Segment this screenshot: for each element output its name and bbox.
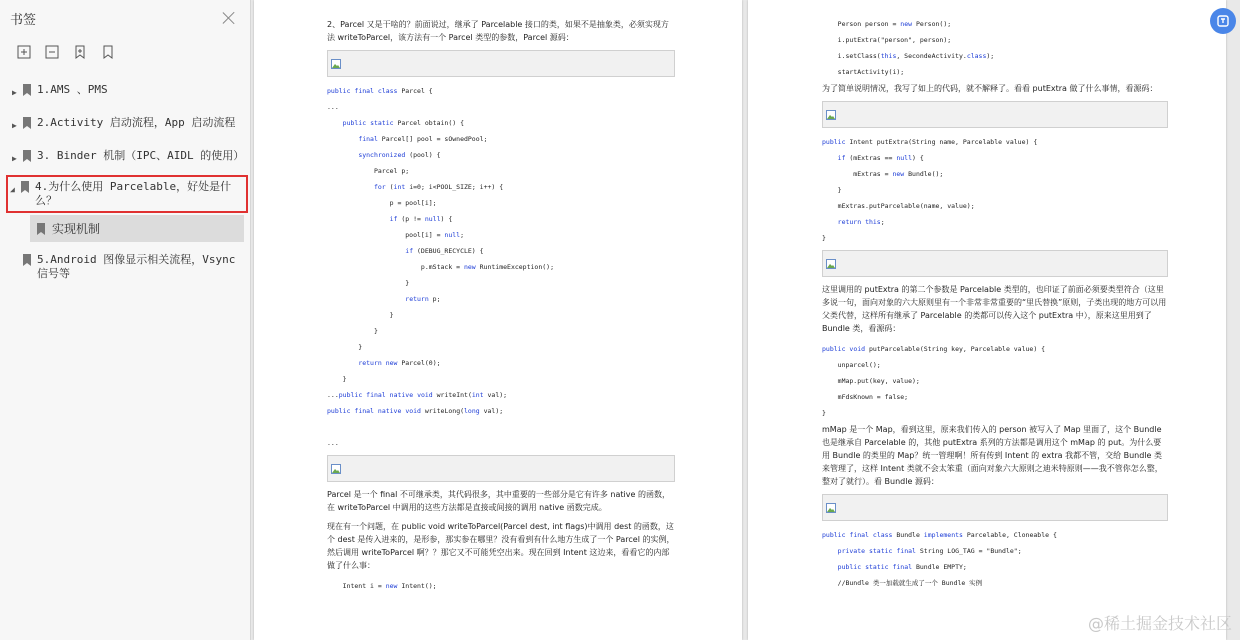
- code-line: return p;: [405, 295, 441, 303]
- document-page-right: [748, 0, 1226, 640]
- code-line: unparcel();: [822, 361, 881, 369]
- code-line: Parcel p;: [327, 167, 410, 175]
- code-line: }: [822, 186, 842, 194]
- code-line: return new Parcel(0);: [358, 359, 441, 367]
- code-line: p = pool[i];: [327, 199, 437, 207]
- image-placeholder: [822, 250, 1168, 277]
- code-block: [822, 16, 1168, 80]
- code-line: if (DEBUG_RECYCLE) {: [405, 247, 484, 255]
- code-line: if (p != null) {: [389, 215, 453, 223]
- paragraph: mMap 是一个 Map，看到这里，原来我们传入的 person 被写入了 Map 里面了，这个 Bundle 也是继承自 Parcelable 的，其他 putExtra 系列的方法都是调用这个 mMap 的 put。为什么要用 Bundle 的类里的 Map？统一管理啊！所有传到 Intent 的 extra 我都不管，交给 Bundle 类来管理了，这样 Intent 类就不会太笨重（面向对象六大原则之迪米特原则——我不管你怎么整，整对了就行）。看 Bundle 源码：: [822, 425, 1163, 486]
- bookmark-label: 3. Binder 机制（IPC、AIDL 的使用）: [37, 149, 245, 162]
- image-placeholder: [822, 494, 1168, 521]
- paragraph: Parcel 是一个 final 不可继承类，其代码很多，其中重要的一些部分是它有许多 native 的函数，在 writeToParcel 中调用的这些方法都是直接或间接的调用 native 函数完成。: [327, 490, 670, 512]
- code-line: Intent i = new Intent();: [327, 582, 437, 590]
- code-line: //Bundle 类一加载就生成了一个 Bundle 实例: [822, 579, 983, 587]
- paragraph: 现在有一个问题，在 public void writeToParcel(Parcel dest, int flags)中调用 dest 的函数，这个 dest 是传入进来的，是形参，那实参在哪里？没有看到有什么地方生成了一个 Parcel 的实例，然后调用 writeToParcel 啊？？那它又不可能凭空出来。现在回到 Intent 这边来，看看它的内部做了什么事：: [327, 522, 675, 570]
- code-block: [327, 83, 675, 451]
- paragraph: 2、Parcel 又是干啥的？前面说过，继承了 Parcelable 接口的类，如果不是抽象类，必须实现方法 writeToParcel，该方法有一个 Parcel 类型的参数，Parcel 源码：: [327, 20, 669, 42]
- code-line: if (mExtras == null) {: [837, 154, 924, 162]
- chevron-right-icon[interactable]: ▶: [12, 88, 17, 97]
- add-bookmark-icon[interactable]: [72, 44, 88, 60]
- code-line: return this;: [837, 218, 885, 226]
- bookmark-child-item[interactable]: [30, 215, 244, 242]
- bookmark-icon: [36, 223, 46, 235]
- chevron-down-icon[interactable]: ◢: [10, 185, 15, 194]
- code-line: }: [327, 343, 363, 351]
- bookmark-icon: [22, 84, 32, 96]
- paragraph: 这里调用的 putExtra 的第二个参数是 Parcelable 类型的，也印证了前面必须要类型符合（这里多说一句，面向对象的六大原则里有一个非常非常重要的“里氏替换”原则，子类出现的地方可以用父类代替，这样所有继承了 Parcelable 的类都可以传入这个 putExtra 中），原来这里用到了 Bundle 类，看源码：: [822, 285, 1167, 333]
- image-icon: [826, 503, 836, 513]
- bookmarks-sidebar: [0, 0, 251, 640]
- code-line: }: [327, 327, 378, 335]
- bookmark-icon: [20, 181, 30, 193]
- code-line: ...: [327, 439, 339, 447]
- page-content: [822, 16, 1168, 591]
- bookmark-icon: [22, 117, 32, 129]
- chevron-right-icon[interactable]: ▶: [12, 154, 17, 163]
- bookmark-label: 4.为什么使用 Parcelable，好处是什么？: [35, 180, 232, 207]
- code-line: i.putExtra("person", person);: [822, 36, 952, 44]
- code-line: startActivity(i);: [822, 68, 905, 76]
- bookmark-icon[interactable]: [100, 44, 116, 60]
- code-line: ...: [327, 103, 339, 111]
- bookmark-item-1[interactable]: [0, 78, 250, 105]
- code-line: }: [822, 409, 826, 417]
- bookmark-child-label: 实现机制: [52, 222, 101, 236]
- code-line: public static Parcel obtain() {: [342, 119, 464, 127]
- code-block: [822, 134, 1168, 246]
- image-icon: [826, 110, 836, 120]
- code-line: [327, 419, 675, 435]
- image-placeholder: [327, 455, 675, 482]
- image-icon: [331, 464, 341, 474]
- code-line: public static final Bundle EMPTY;: [837, 563, 967, 571]
- paragraph: 为了简单说明情况，我写了如上的代码，就不解释了。看看 putExtra 做了什么事情，看源码：: [822, 84, 1158, 93]
- code-block: [822, 341, 1168, 421]
- bookmark-item-3[interactable]: [0, 144, 250, 171]
- bookmark-item-2[interactable]: [0, 111, 250, 138]
- code-line: for (int i=0; i<POOL_SIZE; i++) {: [373, 183, 504, 191]
- code-line: public final class Bundle implements Parcelable, Cloneable {: [822, 531, 1057, 539]
- image-icon: [331, 59, 341, 69]
- code-line: }: [327, 311, 394, 319]
- image-placeholder: [327, 50, 675, 77]
- bookmark-label: 2.Activity 启动流程，App 启动流程: [37, 116, 236, 129]
- image-icon: [826, 259, 836, 269]
- bookmark-item-5[interactable]: [0, 248, 250, 286]
- image-placeholder: [822, 101, 1168, 128]
- code-line: mMap.put(key, value);: [822, 377, 920, 385]
- code-line: mExtras = new Bundle();: [822, 170, 944, 178]
- code-line: public final class Parcel {: [327, 87, 433, 95]
- sidebar-header: [0, 0, 250, 36]
- code-line: }: [822, 234, 826, 242]
- bookmark-toolbar: [0, 36, 250, 68]
- code-line: }: [327, 375, 347, 383]
- document-page-left: [254, 0, 742, 640]
- code-line: public Intent putExtra(String name, Parcelable value) {: [822, 138, 1038, 146]
- code-line: mExtras.putParcelable(name, value);: [822, 202, 975, 210]
- translate-icon: [1216, 14, 1230, 28]
- code-line: mFdsKnown = false;: [822, 393, 909, 401]
- bookmark-label: 1.AMS 、PMS: [37, 83, 108, 96]
- code-line: p.mStack = new RuntimeException();: [327, 263, 554, 271]
- expand-all-icon[interactable]: [16, 44, 32, 60]
- code-line: public void putParcelable(String key, Parcelable value) {: [822, 345, 1046, 353]
- watermark: @稀土掘金技术社区: [1087, 614, 1232, 633]
- code-line: synchronized (pool) {: [358, 151, 441, 159]
- bookmark-icon: [22, 150, 32, 162]
- code-line: pool[i] = null;: [327, 231, 464, 239]
- code-line: i.setClass(this, SecondeActivity.class);: [822, 52, 995, 60]
- translate-button[interactable]: [1210, 8, 1236, 34]
- code-line: Person person = new Person();: [822, 20, 952, 28]
- code-line: private static final String LOG_TAG = "Bundle";: [837, 547, 1022, 555]
- bookmark-item-4[interactable]: [6, 175, 248, 213]
- bookmark-list: [0, 78, 250, 286]
- page-content: [327, 16, 675, 594]
- code-line: ...public final native void writeInt(int val);: [327, 391, 508, 399]
- chevron-right-icon[interactable]: ▶: [12, 121, 17, 130]
- collapse-all-icon[interactable]: [44, 44, 60, 60]
- close-icon[interactable]: [222, 11, 236, 25]
- code-line: final Parcel[] pool = sOwnedPool;: [358, 135, 488, 143]
- code-block: [327, 578, 675, 594]
- sidebar-title: 书签: [10, 12, 37, 28]
- code-line: public final native void writeLong(long val);: [327, 407, 504, 415]
- code-block: [822, 527, 1168, 591]
- bookmark-icon: [22, 254, 32, 266]
- code-line: }: [327, 279, 410, 287]
- bookmark-label: 5.Android 图像显示相关流程，Vsync 信号等: [37, 253, 236, 280]
